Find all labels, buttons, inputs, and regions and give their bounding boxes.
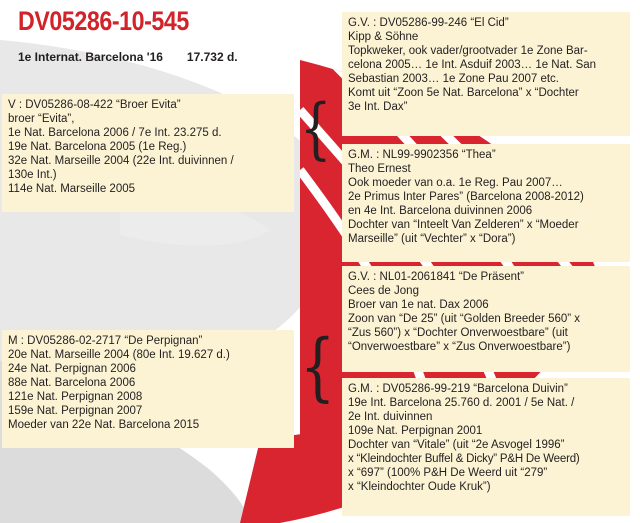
father-line-6: 130e Int.) — [8, 169, 57, 181]
gv-line-7: 3e Int. Dax” — [348, 101, 408, 113]
gm-line-7: Marseille” (uit “Vechter” x “Dora”) — [348, 233, 516, 245]
mgv-line-6: “Onverwoestbare” x “Zus Onverwoestbare”) — [348, 341, 571, 353]
mother-line-4: 88e Nat. Barcelona 2006 — [8, 377, 136, 389]
mother-line-7: Moeder van 22e Nat. Barcelona 2015 — [8, 419, 200, 431]
ring-number-title: DV05286-10-545 — [18, 6, 189, 36]
mother-grandmother-box — [342, 378, 630, 516]
mgm-name: G.M. : DV05286-99-219 “Barcelona Duivin” — [348, 383, 568, 395]
father-name: V : DV05286-08-422 “Broer Evita” — [8, 99, 181, 111]
father-grandfather-box — [342, 12, 630, 136]
father-brace: { — [300, 90, 332, 167]
mother-line-6: 159e Nat. Perpignan 2007 — [8, 405, 143, 417]
mother-line-2: 20e Nat. Marseille 2004 (80e Int. 19.627 d.) — [8, 349, 230, 361]
father-line-7: 114e Nat. Marseille 2005 — [8, 183, 135, 195]
gm-breeder: Theo Ernest — [348, 163, 411, 175]
mother-brace: { — [300, 324, 336, 410]
gv-line-3: Topkweker, ook vader/grootvader 1e Zone Bar- — [348, 45, 588, 57]
gm-line-6: Dochter van “Inteelt Van Zelderen” x “Moeder — [348, 219, 579, 231]
mgm-line-6: x “Kleindochter Buffel & Dicky” P&H De Weerd) — [348, 453, 580, 465]
father-line-3: 1e Nat. Barcelona 2006 / 7e Int. 23.275 d. — [8, 127, 222, 139]
gm-name: G.M. : NL99-9902356 “Thea” — [348, 149, 496, 161]
gm-line-4: 2e Primus Inter Pares” (Barcelona 2008-2012) — [348, 191, 584, 203]
mgm-line-5: Dochter van “Vitale” (uit “2e Asvogel 1996” — [348, 439, 565, 451]
gv-name: G.V. : DV05286-99-246 “El Cid” — [348, 17, 509, 29]
mgm-line-8: x “Kleindochter Oude Kruk”) — [348, 481, 491, 493]
mother-line-3: 24e Nat. Perpignan 2006 — [8, 363, 136, 375]
distance-text: 17.732 d. — [186, 50, 238, 64]
gm-line-5: en 4e Int. Barcelona duivinnen 2006 — [348, 205, 533, 217]
gv-line-4: celona 2005… 1e Int. Asduif 2003… 1e Nat. San — [348, 59, 597, 71]
gv-line-5: Sebastian 2003… 1e Zone Pau 2007 etc. — [348, 73, 559, 85]
mother-line-5: 121e Nat. Perpignan 2008 — [8, 391, 143, 403]
mother-grandfather-box — [342, 266, 630, 372]
result-line — [18, 50, 238, 64]
mgv-line-3: Broer van 1e nat. Dax 2006 — [348, 299, 489, 311]
mother-box — [2, 330, 294, 448]
mgv-name: G.V. : NL01-2061841 “De Präsent” — [348, 271, 525, 283]
father-line-2: broer “Evita”, — [8, 113, 75, 125]
father-box — [2, 94, 294, 212]
mgm-line-4: 109e Nat. Perpignan 2001 — [348, 425, 483, 437]
gm-line-3: Ook moeder van o.a. 1e Reg. Pau 2007… — [348, 177, 563, 189]
gv-line-6: Komt uit “Zoon 5e Nat. Barcelona” x “Dochter — [348, 87, 579, 99]
mgm-line-7: x “697” (100% P&H De Weerd uit “279” — [348, 467, 548, 479]
mgv-breeder: Cees de Jong — [348, 285, 419, 297]
mgm-line-2: 19e Int. Barcelona 25.760 d. 2001 / 5e Nat. / — [348, 397, 575, 409]
father-grandmother-box — [342, 144, 630, 262]
father-line-5: 32e Nat. Marseille 2004 (22e Int. duivinnen / — [8, 155, 234, 167]
mother-name: M : DV05286-02-2717 “De Perpignan” — [8, 335, 203, 347]
mgv-line-5: “Zus 560”) x “Dochter Onverwoestbare” (uit — [348, 327, 568, 339]
mgm-line-3: 2e Int. duivinnen — [348, 411, 433, 423]
gv-breeder: Kipp & Söhne — [348, 31, 419, 43]
result-text: 1e Internat. Barcelona '16 — [18, 50, 163, 64]
mgv-line-4: Zoon van “De 25” (uit “Golden Breeder 560” x — [348, 313, 581, 325]
father-line-4: 19e Nat. Barcelona 2005 (1e Reg.) — [8, 141, 187, 153]
